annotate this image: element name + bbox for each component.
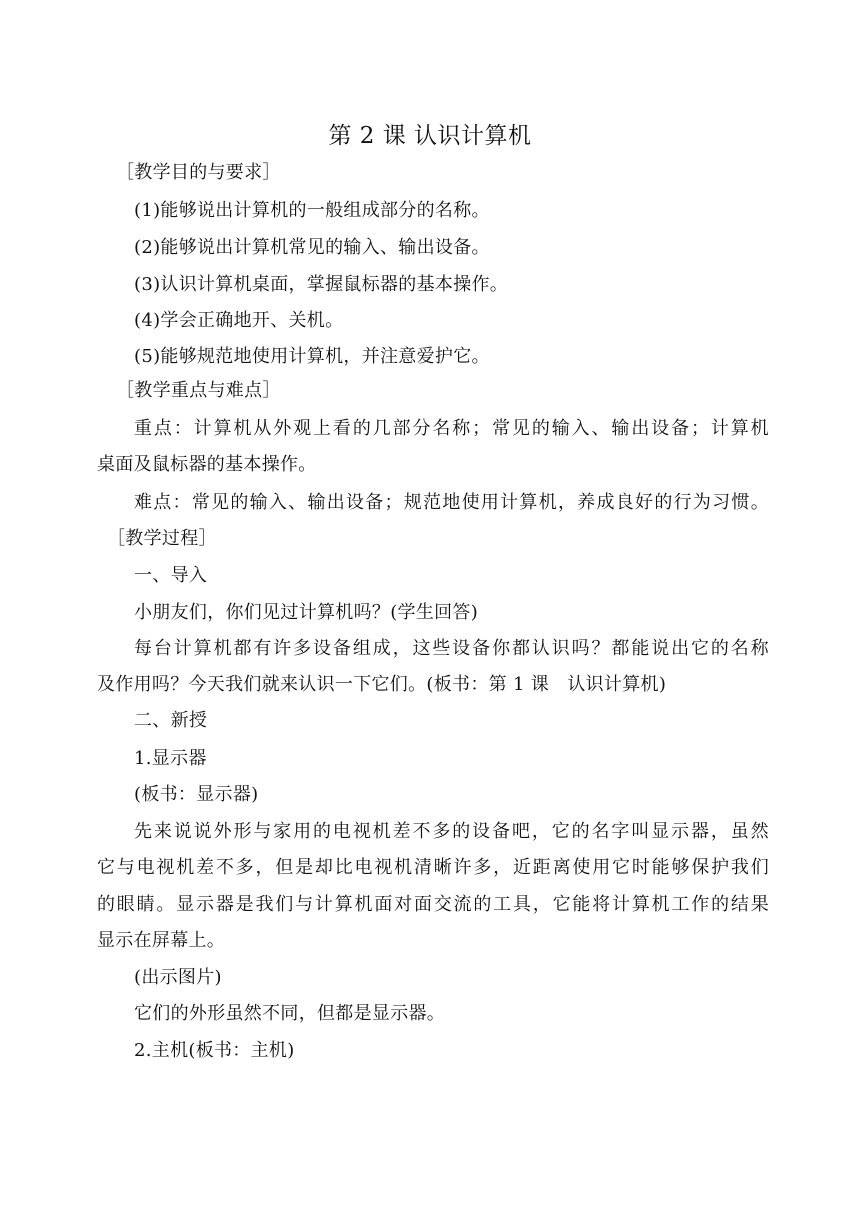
difficulty-line: 难点：常见的输入、输出设备；规范地使用计算机，养成良好的行为习惯。 [134,492,769,513]
item1-note: 它们的外形虽然不同，但都是显示器。 [134,1003,446,1024]
goal-item-4: (4)学会正确地开、关机。 [134,310,344,331]
item1-board-note: (板书：显示器) [134,784,259,805]
item1-paragraph-line-3: 的眼睛。显示器是我们与计算机面对面交流的工具，它能将计算机工作的结果 [97,894,769,915]
section-heading-keypoints: ［教学重点与难点］ [116,380,281,401]
section-heading-goals: ［教学目的与要求］ [116,162,281,183]
keypoint-line-2: 桌面及鼠标器的基本操作。 [97,454,317,475]
section-heading-process: ［教学过程］ [107,528,217,549]
item1-heading: 1.显示器 [134,748,207,769]
item1-show-picture: (出示图片) [134,967,222,988]
goal-item-1: (1)能够说出计算机的一般组成部分的名称。 [134,200,490,221]
page-title: 第 2 课 认识计算机 [328,123,532,149]
intro-heading: 一、导入 [134,565,208,586]
item1-paragraph-line-1: 先来说说外形与家用的电视机差不多的设备吧，它的名字叫显示器，虽然 [134,821,769,842]
intro-paragraph-line-1: 每台计算机都有许多设备组成，这些设备你都认识吗？都能说出它的名称 [134,638,769,659]
item1-paragraph-line-2: 它与电视机差不多，但是却比电视机清晰许多，近距离使用它时能够保护我们 [97,857,769,878]
goal-item-2: (2)能够说出计算机常见的输入、输出设备。 [134,237,490,258]
new-lesson-heading: 二、新授 [134,710,208,731]
intro-paragraph-line-2: 及作用吗？今天我们就来认识一下它们。(板书：第 1 课 认识计算机) [97,674,667,695]
intro-question: 小朋友们，你们见过计算机吗？(学生回答) [134,602,479,623]
goal-item-3: (3)认识计算机桌面，掌握鼠标器的基本操作。 [134,274,509,295]
item1-paragraph-line-4: 显示在屏幕上。 [97,930,226,951]
item2-heading: 2.主机(板书：主机) [134,1040,295,1061]
goal-item-5: (5)能够规范地使用计算机，并注意爱护它。 [134,346,490,367]
keypoint-line-1: 重点：计算机从外观上看的几部分名称；常见的输入、输出设备；计算机 [134,418,769,439]
